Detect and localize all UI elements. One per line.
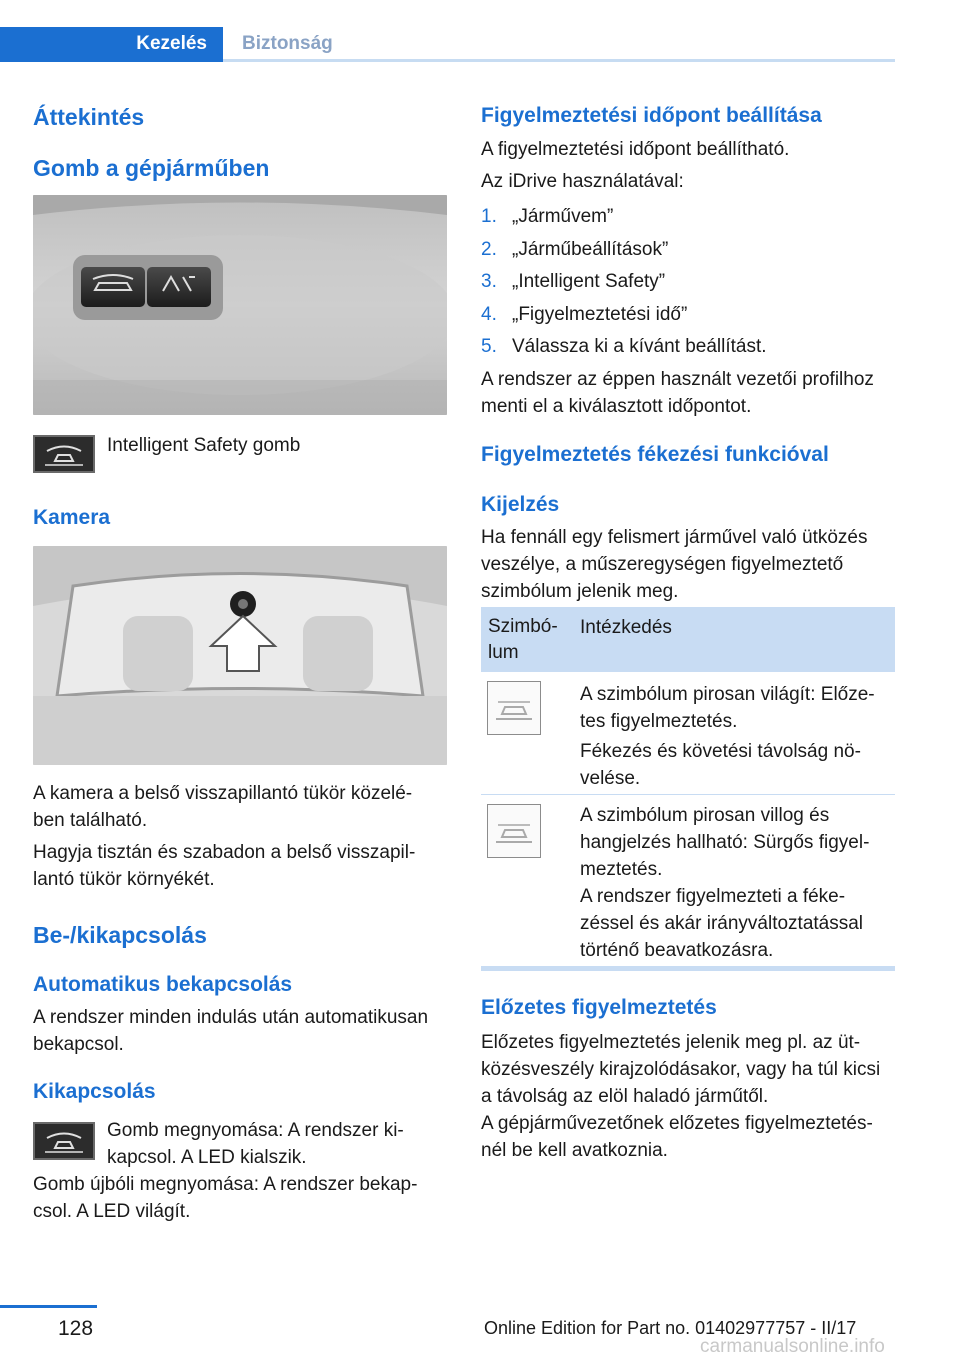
step-text: „Járműbeállítások” [512,239,669,260]
step-text: „Intelligent Safety” [512,271,666,292]
table-bottom-rule [481,966,895,971]
pre-warning-heading: Előzetes figyelmeztetés [481,996,717,1019]
button-panel-photo [33,195,447,415]
page-number: 128 [58,1317,94,1340]
camera-paragraph-2: Hagyja tisztán és szabadon a belső visszapil- lantó tükör környékét. [33,842,416,890]
watermark: carmanualsonline.info [700,1336,885,1357]
warning-time-heading: Figyelmeztetési időpont beállítása [481,104,822,127]
row1-text-2: Fékezés és követési távolság nö- velése. [580,741,861,789]
camera-paragraph-1: A kamera a belső visszapillantó tükör közelé- ben található. [33,783,413,831]
step-number: 4. [481,304,497,325]
step-text: „Járművem” [512,206,614,227]
idrive-paragraph: Az iDrive használatával: [481,171,684,192]
auto-on-paragraph: A rendszer minden indulás után automatikusan bekapcsol. [33,1007,429,1055]
car-warning-icon [487,681,541,735]
step-text: „Figyelmeztetési idő” [512,304,688,325]
display-paragraph: Ha fennáll egy felismert járművel való ütközés veszélye, a műszeregységen figyelmeztető szimbólum jelenik meg. [481,527,868,602]
display-heading: Kijelzés [481,493,560,516]
brake-function-heading: Figyelmeztetés fékezési funkcióval [481,443,829,466]
tab-kezeles[interactable]: Kezelés [0,27,223,62]
intelligent-safety-icon [33,435,95,473]
profile-paragraph: A rendszer az éppen használt vezetői profilhoz menti el a kiválasztott időpontot. [481,369,874,417]
button-heading: Gomb a gépjárműben [33,155,270,181]
step-number: 2. [481,239,497,260]
step-text: Válassza ki a kívánt beállítást. [512,336,767,357]
step-number: 5. [481,336,497,357]
edition-text: Online Edition for Part no. 01402977757 - II/17 [484,1318,857,1338]
footer-rule [0,1305,97,1308]
top-nav [0,0,960,62]
warning-time-paragraph: A figyelmeztetési időpont beállítható. [481,139,790,160]
intelligent-safety-icon [33,1122,95,1160]
section-title: Áttekintés [33,104,145,130]
off-heading: Kikapcsolás [33,1080,156,1103]
pre-warning-paragraph-2: A gépjárművezetőnek előzetes figyelmeztetés- nél be kell avatkoznia. [481,1113,873,1161]
table-header-symbol: Szimbó- lum [488,616,558,663]
off-paragraph: Gomb megnyomása: A rendszer ki- kapcsol. A LED kialszik. [107,1120,404,1168]
step-number: 1. [481,206,497,227]
onoff-heading: Be-/kikapcsolás [33,922,207,948]
row2-text-1: A szimbólum pirosan villog és hangjelzés hallható: Sürgős figyel- meztetés. [580,805,870,880]
tab-biztonsag[interactable]: Biztonság [223,27,895,62]
camera-photo [33,546,447,765]
pre-warning-paragraph-1: Előzetes figyelmeztetés jelenik meg pl. az üt- közésveszély kirajzolódásakor, vagy ha túl kicsi a távolság az elöl haladó járműtől. [481,1032,881,1107]
button-caption: Intelligent Safety gomb [107,435,301,456]
on-again-paragraph: Gomb újbóli megnyomása: A rendszer bekap- csol. A LED világít. [33,1174,418,1222]
step-number: 3. [481,271,497,292]
row1-text-1: A szimbólum pirosan világít: Előze- tes figyelmeztetés. [580,684,875,732]
car-warning-icon [487,804,541,858]
auto-on-heading: Automatikus bekapcsolás [33,973,293,996]
camera-heading: Kamera [33,506,111,529]
table-divider [481,794,895,795]
row2-text-2: A rendszer figyelmezteti a féke- zéssel és akár irányváltoztatással történő beavatkozásra. [580,886,864,961]
table-header-action: Intézkedés [580,617,672,638]
